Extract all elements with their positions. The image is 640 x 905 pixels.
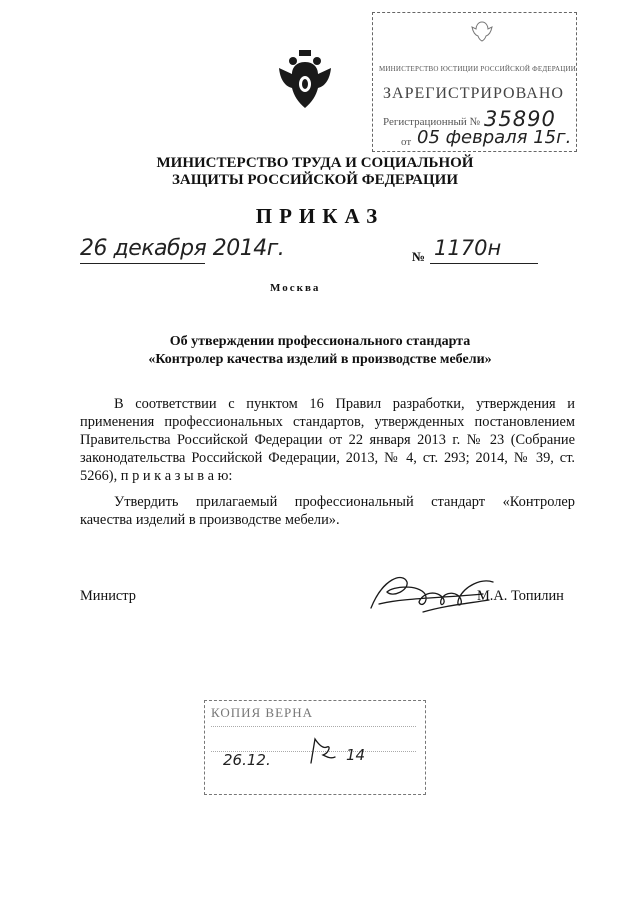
eagle-seal-icon	[470, 19, 494, 43]
stamp-regnum-label: Регистрационный №	[383, 116, 481, 128]
subject-line-1: Об утверждении профессионального стандарта	[169, 334, 471, 349]
stamp-regdate: 05 февраля 15г.	[417, 127, 572, 148]
signer-role: Министр	[80, 588, 136, 604]
subject-line-2: «Контролер качества изделий в производстве мебели»	[148, 352, 492, 367]
body-paragraph-2	[80, 493, 575, 529]
stamp-ministry: МИНИСТЕРСТВО ЮСТИЦИИ РОССИЙСКОЙ ФЕДЕРАЦИИ	[379, 65, 576, 73]
number-sign: №	[412, 249, 426, 264]
signer-name: М.А. Топилин	[477, 588, 564, 604]
copy-verified-stamp	[204, 700, 426, 795]
order-subject	[120, 333, 520, 369]
stamp-regdate-label: от	[401, 136, 412, 148]
copy-stamp-number: 14	[346, 746, 366, 764]
number-underline	[430, 263, 538, 264]
registration-stamp	[372, 12, 577, 152]
paragraph-1-text: В соответствии с пунктом 16 Правил разработки, утверждения и применения профессиональных стандартов, утвержденных постановлением Правительства Российской Федерации от 22 января 2013 г. № 23 (Собрание законодательства Российской Федерации, 2013, № 4, ст. 293; 2014, № 39, ст. 5266), п р и к а з ы в а ю:	[80, 396, 575, 484]
paragraph-2-text: Утвердить прилагаемый профессиональный стандарт «Контролер качества изделий в производстве мебели».	[80, 494, 575, 528]
stamp-regnum: 35890	[484, 107, 556, 131]
coat-of-arms-emblem	[276, 48, 334, 112]
body-paragraph-1	[80, 395, 575, 485]
date-underline	[80, 263, 205, 264]
order-date: 26 декабря 2014г.	[80, 236, 285, 261]
copy-stamp-label: КОПИЯ ВЕРНА	[211, 705, 314, 720]
stamp-registered: ЗАРЕГИСТРИРОВАНО	[383, 85, 564, 102]
initials-mark	[305, 735, 339, 765]
city: Москва	[270, 282, 321, 294]
order-number: 1170н	[434, 236, 502, 260]
document-type-title: ПРИКАЗ	[255, 204, 385, 228]
copy-stamp-date: 26.12.	[223, 751, 271, 769]
ministry-title: МИНИСТЕРСТВО ТРУДА И СОЦИАЛЬНОЙ ЗАЩИТЫ РОССИЙСКОЙ ФЕДЕРАЦИИ	[156, 155, 474, 188]
